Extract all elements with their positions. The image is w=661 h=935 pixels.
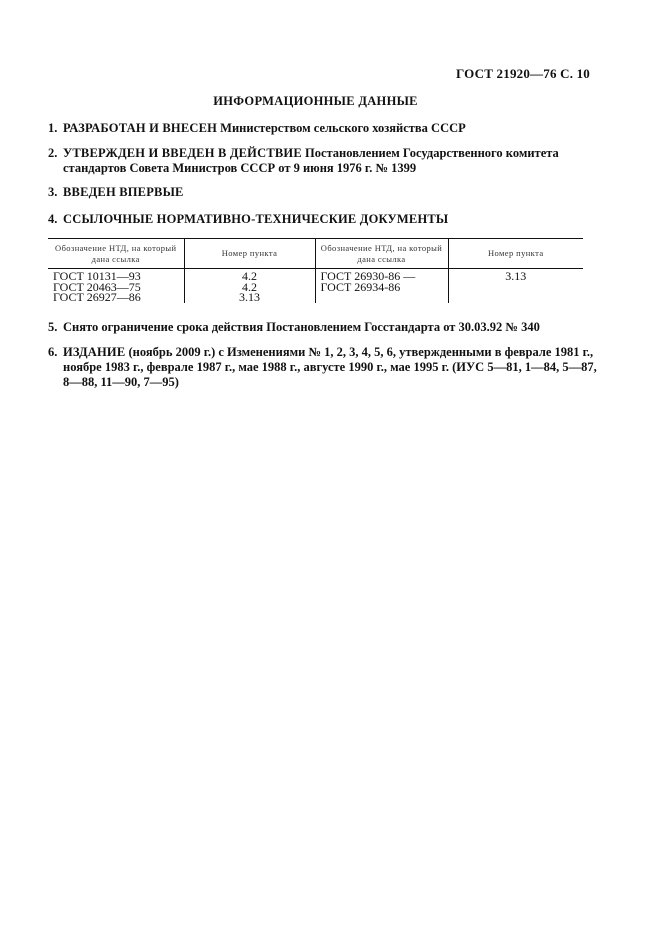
ntd-entry: ГОСТ 26927—86 [53,290,141,304]
item-lead: ССЫЛОЧНЫЕ НОРМАТИВНО-ТЕХНИЧЕСКИЕ ДОКУМЕНТЫ [63,212,449,226]
item-lead: РАЗРАБОТАН И ВНЕСЕН [63,121,218,135]
item-6-edition [48,345,600,390]
item-text: Постановлением Государственного комитета стандартов Совета Министров СССР от 9 июня 1976 г. № 1399 [63,146,559,175]
item-text: Министерством сельского хозяйства СССР [217,121,466,135]
page-header-doc-ref: ГОСТ 21920—76 С. 10 [456,66,590,81]
item-4-reference-docs [48,212,600,227]
item-number: 2. [48,146,58,160]
item-number: 4. [48,212,58,226]
item-number: 3. [48,185,58,199]
point-cell-right [448,269,583,303]
ntd-cell-right [315,269,448,303]
point-cell-left [184,269,315,303]
item-number: 6. [48,345,58,359]
item-number: 5. [48,320,58,334]
item-3-introduced [48,185,600,200]
header-point-left: Номер пункта [184,239,315,269]
item-2-approved [48,146,600,176]
item-number: 1. [48,121,58,135]
table-header-row [48,239,583,269]
ntd-entry: ГОСТ 20463—75 [53,279,141,294]
ntd-entry: ГОСТ 26930-86 — [320,269,416,283]
item-text: Снято ограничение срока действия Постановлением Госстандарта от 30.03.92 № 340 [63,320,540,334]
item-text: (ноябрь 2009 г.) с Изменениями № 1, 2, 3, 4, 5, 6, утвержденными в феврале 1981 г., ноябре 1983 г., феврале 1987 г., мае 1988 г., августе 1990 г., мае 1995 г. (ИУС 5—81, 1—84, 5—87, 8—88, 11—90, 7—95) [63,345,597,389]
point-entry: 3.13 [505,269,527,283]
ntd-cell-left [48,269,184,303]
ntd-entry: ГОСТ 10131—93 [53,269,141,283]
point-entry: 4.2 [242,279,257,294]
item-lead: ВВЕДЕН ВПЕРВЫЕ [63,185,184,199]
point-entry: 3.13 [239,290,260,304]
item-5-restriction-removed [48,320,600,335]
ntd-entry: ГОСТ 26934-86 [320,279,401,294]
document-title: ИНФОРМАЦИОННЫЕ ДАННЫЕ [213,94,418,108]
header-point-right: Номер пункта [448,239,583,269]
header-ntd-left: Обозначение НТД, на который дана ссылка [48,239,184,269]
point-entry: 4.2 [242,269,257,283]
table-row [48,269,583,303]
item-lead: УТВЕРЖДЕН И ВВЕДЕН В ДЕЙСТВИЕ [63,146,302,160]
header-ntd-right: Обозначение НТД, на который дана ссылка [315,239,448,269]
item-lead: ИЗДАНИЕ [63,345,126,359]
reference-documents-table [48,238,583,303]
item-1-developed [48,121,600,136]
